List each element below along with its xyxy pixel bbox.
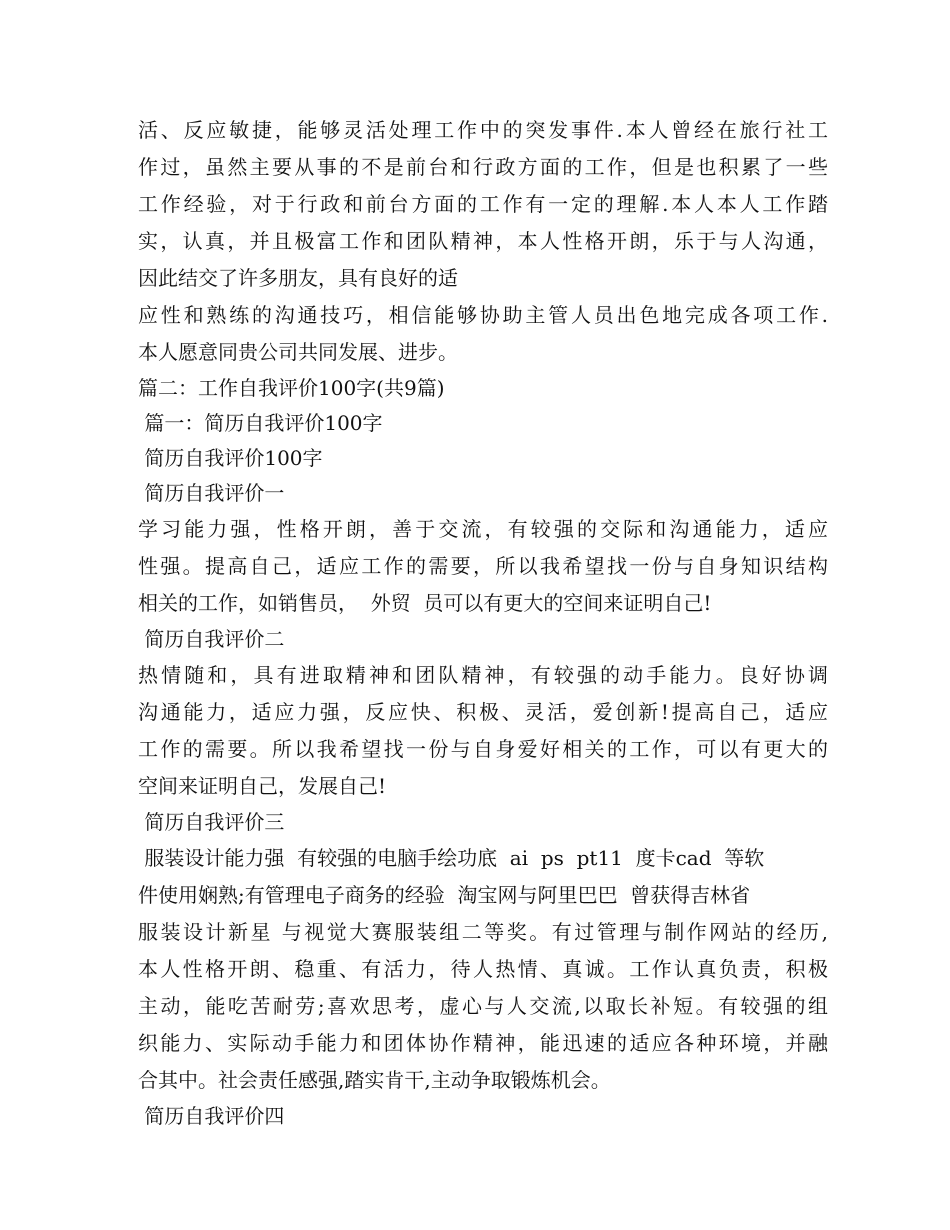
text-line: 织能力、实际动手能力和团体协作精神，能迅速的适应各种环境，并融 bbox=[138, 1031, 828, 1055]
subsection-heading: 篇一：简历自我评价100字 bbox=[138, 411, 383, 435]
text-line: 本人性格开朗、稳重、有活力，待人热情、真诚。工作认真负责，积极 bbox=[138, 957, 828, 981]
text-line: 合其中。社会责任感强,踏实肯干,主动争取锻炼机会。 bbox=[138, 1068, 611, 1092]
text-line: 相关的工作，如销售员， 外贸 员可以有更大的空间来证明自己! bbox=[138, 591, 712, 615]
text-line: 服装设计能力强 有较强的电脑手绘功底 ai ps pt11 度卡cad 等软 bbox=[138, 846, 765, 870]
text-line: 件使用娴熟;有管理电子商务的经验 淘宝网与阿里巴巴 曾获得吉林省 bbox=[138, 883, 751, 907]
text-line: 热情随和，具有进取精神和团队精神，有较强的动手能力。良好协调 bbox=[138, 663, 828, 687]
item-heading: 简历自我评价四 bbox=[138, 1104, 285, 1128]
text-line: 服装设计新星 与视觉大赛服装组二等奖。有过管理与制作网站的经历, bbox=[138, 920, 828, 944]
text-line: 作过，虽然主要从事的不是前台和行政方面的工作，但是也积累了一些 bbox=[138, 155, 828, 179]
text-line: 学习能力强，性格开朗，善于交流，有较强的交际和沟通能力，适应 bbox=[138, 517, 828, 541]
document-body bbox=[138, 112, 828, 1134]
item-heading: 简历自我评价二 bbox=[138, 627, 285, 651]
section-heading: 篇二：工作自我评价100字(共9篇) bbox=[138, 376, 445, 400]
item-heading: 简历自我评价一 bbox=[138, 481, 285, 505]
text-line: 工作的需要。所以我希望找一份与自身爱好相关的工作，可以有更大的 bbox=[138, 737, 828, 761]
text-line: 沟通能力，适应力强，反应快、积极、灵活，爱创新!提高自己，适应 bbox=[138, 700, 828, 724]
text-line: 因此结交了许多朋友，具有良好的适 bbox=[138, 266, 458, 290]
subsection-title: 简历自我评价100字 bbox=[138, 446, 323, 470]
text-line: 活、反应敏捷，能够灵活处理工作中的突发事件.本人曾经在旅行社工 bbox=[138, 118, 828, 142]
text-line: 实，认真，并且极富工作和团队精神，本人性格开朗，乐于与人沟通， bbox=[138, 229, 828, 253]
text-line: 工作经验，对于行政和前台方面的工作有一定的理解.本人本人工作踏 bbox=[138, 192, 828, 216]
text-line: 应性和熟练的沟通技巧，相信能够协助主管人员出色地完成各项工作. bbox=[138, 303, 828, 327]
text-line: 性强。提高自己，适应工作的需要，所以我希望找一份与自身知识结构 bbox=[138, 554, 828, 578]
text-line: 主动，能吃苦耐劳;喜欢思考，虚心与人交流,以取长补短。有较强的组 bbox=[138, 994, 828, 1018]
text-line: 本人愿意同贵公司共同发展、进步。 bbox=[138, 340, 458, 364]
item-heading: 简历自我评价三 bbox=[138, 810, 285, 834]
text-line: 空间来证明自己，发展自己! bbox=[138, 774, 387, 798]
